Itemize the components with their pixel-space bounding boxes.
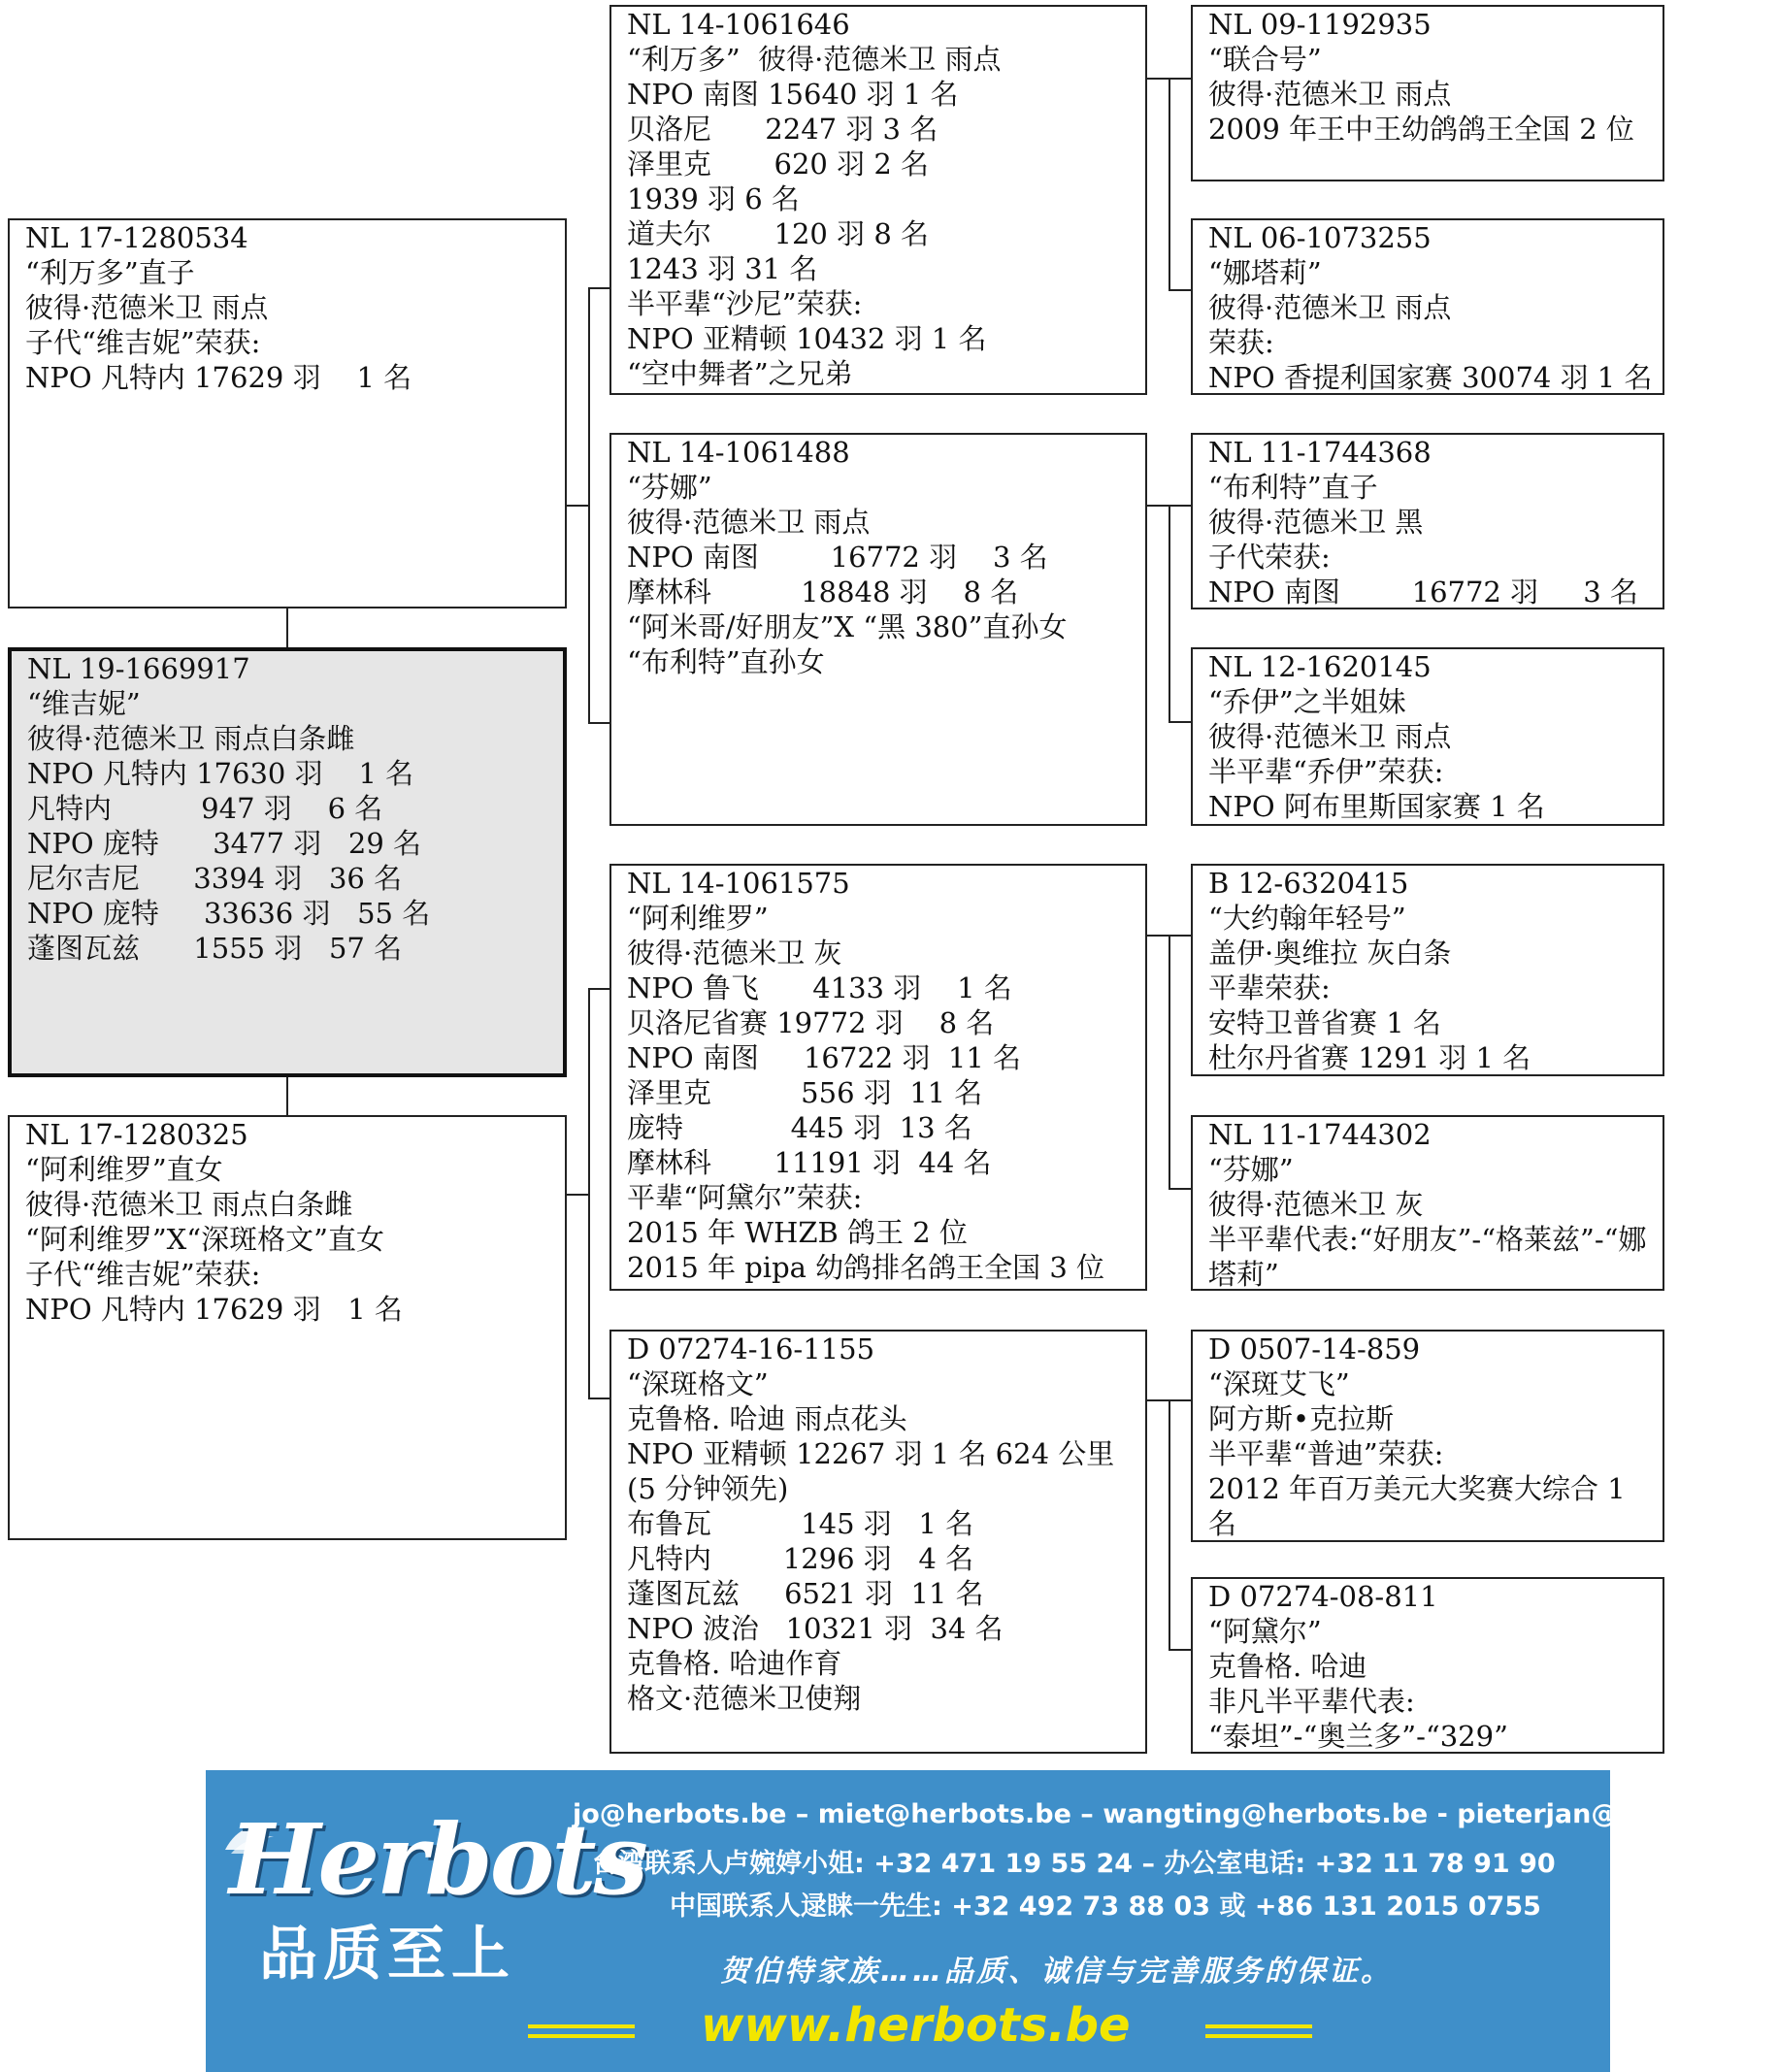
pedigree-line: 半平辈“乔伊”荣获: bbox=[1208, 755, 1444, 788]
pedigree-line: NL 14-1061646 bbox=[627, 8, 850, 41]
connector-dd-stub bbox=[1147, 1399, 1170, 1401]
pedigree-line: 蓬图瓦兹 1555 羽 57 名 bbox=[27, 932, 403, 965]
pedigree-line: 贝洛尼 2247 羽 3 名 bbox=[627, 113, 938, 146]
connector-dam-ds bbox=[588, 988, 609, 990]
pedigree-line: 彼得·范德米卫 灰 bbox=[1208, 1188, 1424, 1221]
website-link[interactable]: www.herbots.be bbox=[701, 1998, 1131, 2053]
connector-ds-stub bbox=[1147, 935, 1170, 937]
pedigree-line: NPO 南图 16722 羽 11 名 bbox=[627, 1041, 1022, 1074]
pedigree-line: 2015 年 pipa 幼鸽排名鸽王全国 3 位 bbox=[627, 1251, 1105, 1284]
pedigree-line: D 07274-16-1155 bbox=[627, 1332, 875, 1365]
pedigree-line: “布利特”直孙女 bbox=[627, 645, 825, 678]
pedigree-line: 荣获: bbox=[1208, 326, 1274, 359]
connector-subject-dam bbox=[286, 1077, 288, 1115]
pedigree-line: NPO 凡特内 17629 羽 1 名 bbox=[25, 361, 412, 394]
pedigree-line: 平辈荣获: bbox=[1208, 971, 1331, 1004]
pedigree-line: 摩林科 18848 羽 8 名 bbox=[627, 576, 1019, 608]
pedigree-line: “维吉妮” bbox=[27, 687, 141, 720]
sire-sire-sire-card bbox=[1191, 5, 1664, 181]
pedigree-line: “深斑艾飞” bbox=[1208, 1367, 1350, 1400]
pedigree-line: 庞特 445 羽 13 名 bbox=[627, 1111, 972, 1144]
pedigree-line: NPO 南图 16772 羽 3 名 bbox=[627, 541, 1048, 574]
connector-sire-sd bbox=[588, 722, 609, 724]
pedigree-line: 杜尔丹省赛 1291 羽 1 名 bbox=[1208, 1041, 1531, 1074]
pedigree-line: 半平辈“普迪”荣获: bbox=[1208, 1437, 1444, 1470]
pedigree-line: “乔伊”之半姐妹 bbox=[1208, 685, 1406, 718]
pedigree-line: NL 17-1280325 bbox=[25, 1118, 248, 1151]
pedigree-line: NPO 南图 15640 羽 1 名 bbox=[627, 78, 959, 111]
pedigree-line: 子代“维吉妮”荣获: bbox=[25, 1258, 261, 1291]
pedigree-line: 凡特内 947 羽 6 名 bbox=[27, 792, 383, 825]
dam-sire-sire-card bbox=[1191, 864, 1664, 1076]
pedigree-line: 半平辈“沙尼”荣获: bbox=[627, 287, 863, 320]
pedigree-line: “芬娜” bbox=[1208, 1153, 1294, 1186]
pedigree-line: “泰坦”-“奥兰多”-“329” bbox=[1208, 1720, 1508, 1753]
pedigree-line: “大约翰年轻号” bbox=[1208, 902, 1406, 935]
pedigree-line: NL 14-1061488 bbox=[627, 436, 850, 469]
pedigree-line: “娜塔莉” bbox=[1208, 256, 1322, 289]
pedigree-line: 盖伊·奥维拉 灰白条 bbox=[1208, 937, 1452, 970]
pedigree-line: 克鲁格. 哈迪作育 bbox=[627, 1647, 842, 1680]
email-contacts[interactable]: jo@herbots.be – miet@herbots.be – wangting@herbots.be - pieterjan@herbots.be bbox=[573, 1799, 1778, 1829]
pedigree-line: NPO 阿布里斯国家赛 1 名 bbox=[1208, 790, 1545, 823]
pedigree-line: 2012 年百万美元大奖赛大综合 1 名 bbox=[1208, 1472, 1634, 1540]
sire-card bbox=[8, 218, 567, 608]
pedigree-line: “布利特”直子 bbox=[1208, 471, 1378, 504]
sire-dam-card bbox=[609, 433, 1147, 826]
dam-dam-card bbox=[609, 1330, 1147, 1754]
pedigree-line: “空中舞者”之兄弟 bbox=[627, 357, 853, 390]
pedigree-line: “利万多”直子 bbox=[25, 256, 195, 289]
pedigree-line: NPO 庞特 33636 羽 55 名 bbox=[27, 897, 431, 930]
pedigree-line: 彼得·范德米卫 雨点 bbox=[1208, 291, 1452, 324]
pedigree-line: D 0507-14-859 bbox=[1208, 1332, 1421, 1365]
taiwan-contact: 台湾联系人卢婉婷小姐: +32 471 19 55 24 – 办公室电话: +32 11 78 91 90 bbox=[592, 1849, 1556, 1879]
sire-sire-dam-card bbox=[1191, 218, 1664, 395]
pedigree-line: 道夫尔 120 羽 8 名 bbox=[627, 217, 929, 250]
pedigree-line: 1243 羽 31 名 bbox=[627, 252, 818, 285]
pedigree-line: NL 09-1192935 bbox=[1208, 8, 1432, 41]
dam-card bbox=[8, 1115, 567, 1540]
footer-banner bbox=[206, 1770, 1778, 2072]
pedigree-line: 泽里克 620 羽 2 名 bbox=[627, 148, 929, 181]
connector-sire-stub bbox=[567, 505, 590, 507]
pedigree-line: 阿方斯•克拉斯 bbox=[1208, 1402, 1395, 1435]
pedigree-line: 尼尔吉尼 3394 羽 36 名 bbox=[27, 862, 403, 895]
china-contact: 中国联系人逯睐一先生: +32 492 73 88 03 或 +86 131 2015 0755 bbox=[670, 1891, 1541, 1922]
pedigree-line: NPO 庞特 3477 羽 29 名 bbox=[27, 827, 421, 860]
pedigree-line: “阿利维罗”直女 bbox=[25, 1153, 223, 1186]
pedigree-line: NL 12-1620145 bbox=[1208, 650, 1432, 683]
dam-sire-card bbox=[609, 864, 1147, 1291]
sire-dam-dam-card bbox=[1191, 647, 1664, 826]
pedigree-line: “联合号” bbox=[1208, 43, 1322, 76]
connector-sd-sdd bbox=[1169, 721, 1191, 723]
pedigree-line: 彼得·范德米卫 雨点 bbox=[627, 506, 871, 539]
connector-ss-sss bbox=[1169, 78, 1191, 80]
dam-dam-dam-card bbox=[1191, 1577, 1664, 1754]
connector-dam-branch bbox=[588, 988, 590, 1399]
pedigree-line: NL 11-1744368 bbox=[1208, 436, 1432, 469]
pedigree-line: NPO 凡特内 17629 羽 1 名 bbox=[25, 1293, 403, 1326]
dam-dam-sire-card bbox=[1191, 1330, 1664, 1542]
pedigree-line: 彼得·范德米卫 雨点 bbox=[25, 291, 269, 324]
pedigree-line: 非凡半平辈代表: bbox=[1208, 1685, 1415, 1718]
pedigree-line: NL 06-1073255 bbox=[1208, 221, 1432, 254]
connector-dd-ddd bbox=[1169, 1649, 1191, 1651]
connector-ss-stub bbox=[1147, 78, 1170, 80]
pedigree-line: 安特卫普省赛 1 名 bbox=[1208, 1006, 1441, 1039]
pedigree-line: NPO 凡特内 17630 羽 1 名 bbox=[27, 757, 414, 790]
pedigree-line: 彼得·范德米卫 雨点 bbox=[1208, 78, 1452, 111]
connector-sire-branch bbox=[588, 287, 590, 724]
pedigree-line: “阿米哥/好朋友”X “黑 380”直孙女 bbox=[627, 610, 1068, 643]
pedigree-line: 子代荣获: bbox=[1208, 541, 1331, 574]
connector-sire-ss bbox=[588, 287, 609, 289]
connector-dam-stub bbox=[567, 1194, 590, 1196]
connector-ds-dsd bbox=[1169, 1188, 1191, 1190]
pedigree-line: 2009 年王中王幼鸽鸽王全国 2 位 bbox=[1208, 113, 1634, 146]
pedigree-line: NL 14-1061575 bbox=[627, 867, 850, 900]
pedigree-line: 彼得·范德米卫 雨点白条雌 bbox=[27, 722, 355, 755]
connector-ds-branch bbox=[1169, 935, 1170, 1190]
pedigree-line: “芬娜” bbox=[627, 471, 712, 504]
pedigree-line: NL 19-1669917 bbox=[27, 652, 250, 685]
connector-dd-dds bbox=[1169, 1399, 1191, 1401]
herbots-logo: Herbots bbox=[229, 1802, 645, 1917]
connector-subject-sire bbox=[286, 608, 288, 647]
pedigree-line: 彼得·范德米卫 灰 bbox=[627, 937, 842, 970]
connector-sd-sds bbox=[1169, 505, 1191, 507]
pedigree-line: NPO 亚精顿 10432 羽 1 名 bbox=[627, 322, 987, 355]
pedigree-line: NPO 鲁飞 4133 羽 1 名 bbox=[627, 971, 1012, 1004]
pedigree-line: B 12-6320415 bbox=[1208, 867, 1409, 900]
connector-dam-dd bbox=[588, 1398, 609, 1399]
pedigree-line: NL 17-1280534 bbox=[25, 221, 248, 254]
pedigree-line: “深斑格文” bbox=[627, 1367, 769, 1400]
pedigree-line: NPO 南图 16772 羽 3 名 bbox=[1208, 576, 1638, 608]
pedigree-line: 摩林科 11191 羽 44 名 bbox=[627, 1146, 992, 1179]
right-decoration-line-2 bbox=[1205, 2034, 1312, 2038]
connector-ds-dss bbox=[1169, 935, 1191, 937]
left-decoration-line bbox=[528, 2024, 635, 2028]
sire-dam-sire-card bbox=[1191, 433, 1664, 609]
pedigree-line: 彼得·范德米卫 黑 bbox=[1208, 506, 1424, 539]
left-decoration-line-2 bbox=[528, 2034, 635, 2038]
dam-sire-dam-card bbox=[1191, 1115, 1664, 1291]
pedigree-line: 凡特内 1296 羽 4 名 bbox=[627, 1542, 974, 1575]
pedigree-line: 克鲁格. 哈迪 bbox=[1208, 1650, 1367, 1683]
connector-sd-branch bbox=[1169, 505, 1170, 723]
pedigree-line: “利万多” 彼得·范德米卫 雨点 bbox=[627, 43, 1002, 76]
pedigree-line: NPO 香提利国家赛 30074 羽 1 名 bbox=[1208, 361, 1653, 394]
pedigree-line: 彼得·范德米卫 雨点白条雌 bbox=[25, 1188, 353, 1221]
pedigree-line: NPO 波治 10321 羽 34 名 bbox=[627, 1612, 1004, 1645]
connector-dd-branch bbox=[1169, 1399, 1170, 1651]
pedigree-line: 蓬图瓦兹 6521 羽 11 名 bbox=[627, 1577, 984, 1610]
pedigree-line: 格文·范德米卫使翔 bbox=[627, 1682, 862, 1715]
connector-sd-stub bbox=[1147, 505, 1170, 507]
pedigree-line: 布鲁瓦 145 羽 1 名 bbox=[627, 1507, 974, 1540]
pedigree-line: NL 11-1744302 bbox=[1208, 1118, 1432, 1151]
connector-ss-branch bbox=[1169, 78, 1170, 291]
pedigree-line: 1939 羽 6 名 bbox=[627, 182, 800, 215]
slogan: 品质至上 bbox=[259, 1921, 515, 1989]
pedigree-line: 半平辈代表:“好朋友”-“格莱兹”-“娜塔莉” bbox=[1208, 1223, 1647, 1291]
pedigree-line: “阿利维罗” bbox=[627, 902, 769, 935]
connector-ss-ssd bbox=[1169, 289, 1191, 291]
pedigree-line: 泽里克 556 羽 11 名 bbox=[627, 1076, 983, 1109]
subject-card bbox=[8, 647, 567, 1077]
tagline: 贺伯特家族……品质、诚信与完善服务的保证。 bbox=[720, 1955, 1393, 1989]
pedigree-line: 贝洛尼省赛 19772 羽 8 名 bbox=[627, 1006, 995, 1039]
pedigree-line: “阿黛尔” bbox=[1208, 1615, 1322, 1648]
pedigree-line: 克鲁格. 哈迪 雨点花头 bbox=[627, 1402, 907, 1435]
pedigree-line: 彼得·范德米卫 雨点 bbox=[1208, 720, 1452, 753]
pedigree-line: “阿利维罗”X“深斑格文”直女 bbox=[25, 1223, 384, 1256]
pedigree-line: 平辈“阿黛尔”荣获: bbox=[627, 1181, 863, 1214]
right-decoration-line bbox=[1205, 2024, 1312, 2028]
pedigree-line: 2015 年 WHZB 鸽王 2 位 bbox=[627, 1216, 968, 1249]
pedigree-line: 子代“维吉妮”荣获: bbox=[25, 326, 261, 359]
pedigree-line: D 07274-08-811 bbox=[1208, 1580, 1438, 1613]
pedigree-line: NPO 亚精顿 12267 羽 1 名 624 公里(5 分钟领先) bbox=[627, 1437, 1115, 1505]
sire-sire-card bbox=[609, 5, 1147, 395]
